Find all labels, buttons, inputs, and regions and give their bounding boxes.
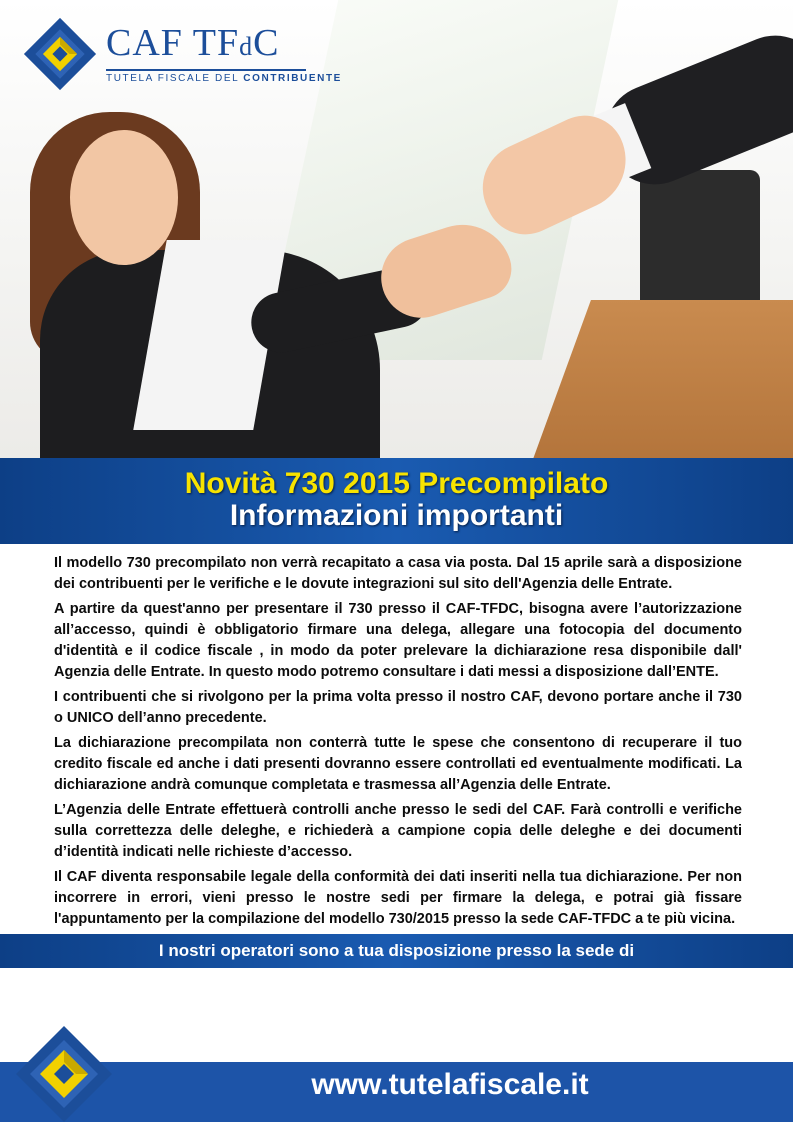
paragraph: L’Agenzia delle Entrate effettuerà controlli anche presso le sedi del CAF. Farà controlli e verifiche sulla correttezza delle deleghe, e richiederà a campione copia delle deleghe e dei documenti d’identità indicati nelle richieste d’accesso. — [54, 802, 742, 860]
paragraph: Il modello 730 precompilato non verrà recapitato a casa via posta. Dal 15 aprile sarà a disposizione dei contribuenti per le verifiche e le dovute integrazioni sul sito dell'Agenzia delle Entrate. — [54, 555, 742, 592]
footer-logo-icon — [14, 1024, 114, 1122]
title-band — [0, 458, 793, 544]
website-link[interactable]: www.tutelafiscale.it — [311, 1068, 589, 1101]
paragraph: Il CAF diventa responsabile legale della conformità dei dati inseriti nella tua dichiarazione. Per non incorrere in errori, vieni presso le nostre sedi per firmare la delega, e potrai già fissare l'appuntamento per la compilazione del modello 730/2015 presso la sede CAF-TFDC a te più vicina. — [54, 869, 742, 927]
paragraph: I contribuenti che si rivolgono per la prima volta presso il nostro CAF, devono portare anche il 730 o UNICO dell’anno precedente. — [54, 689, 742, 726]
page-subtitle: Informazioni importanti — [229, 499, 564, 532]
brand-name: CAF TFdC — [106, 22, 280, 64]
caf-logo-icon — [22, 16, 98, 92]
paragraph: A partire da quest'anno per presentare il 730 presso il CAF-TFDC, bisogna avere l’autorizzazione all’accesso, quindi è obbligatorio firmare una delega, allegare una fotocopia del documento d'identità e il codice fiscale , in modo da poter prelevare la dichiarazione resa disponibile dall' Agenzia delle Entrate. In questo modo potremo consultare i dati messi a disposizione dall’ENTE. — [54, 601, 742, 680]
paragraph: La dichiarazione precompilata non conterrà tutte le spese che consentono di recuperare il tuo credito fiscale ed anche i dati presenti dovranno essere controllati ed eventualmente modificati. La dichiarazione andrà comunque completata e trasmessa all’Agenzia delle Entrate. — [54, 735, 742, 793]
brand-logo — [22, 16, 342, 92]
info-text — [54, 553, 742, 934]
brand-tagline: TUTELA FISCALE DEL CONTRIBUENTE — [106, 73, 342, 84]
page-title: Novità 730 2015 Precompilato — [184, 467, 609, 500]
operators-band — [0, 934, 793, 968]
operators-notice: I nostri operatori sono a tua disposizione presso la sede di — [158, 941, 635, 960]
